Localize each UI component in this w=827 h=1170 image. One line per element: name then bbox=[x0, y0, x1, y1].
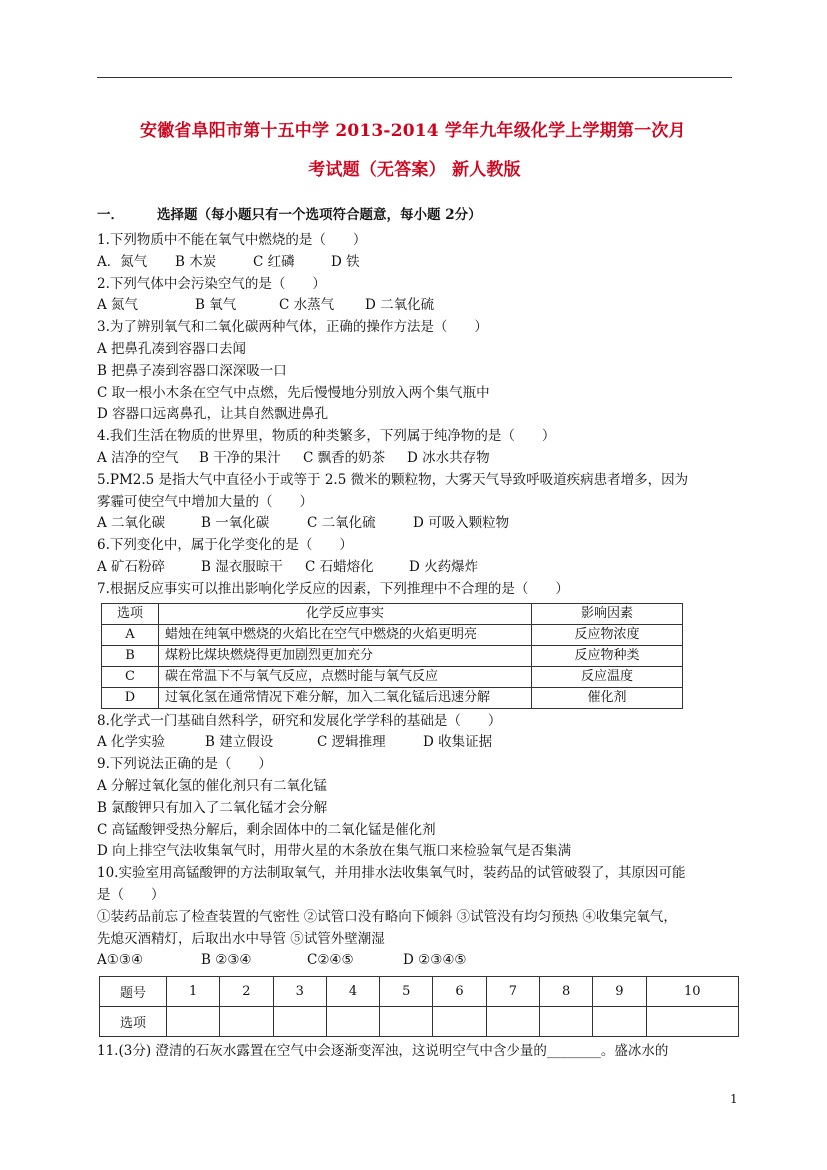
question-number: 6 bbox=[433, 977, 486, 1007]
answer-cell[interactable] bbox=[273, 1007, 326, 1037]
q4-options bbox=[97, 448, 737, 470]
row-fact: 碳在常温下不与氧气反应，点燃时能与氧气反应 bbox=[159, 666, 532, 687]
question-number: 2 bbox=[220, 977, 273, 1007]
row-option: D bbox=[102, 687, 159, 708]
row-factor: 反应温度 bbox=[532, 666, 683, 687]
section-number: 一． bbox=[97, 207, 124, 223]
q10-stem-line-1: 10.实验室用高锰酸钾的方法制取氧气，并用排水法收集氧气时，装药品的试管破裂了，其原因可能 bbox=[97, 865, 686, 882]
q1-option-c: C 红磷 bbox=[253, 253, 295, 270]
q9-option-a: A 分解过氧化氢的催化剂只有二氧化锰 bbox=[97, 777, 328, 794]
table-header-option: 选项 bbox=[102, 603, 159, 624]
q7-fact-table bbox=[101, 603, 683, 709]
row-fact: 蜡烛在纯氧中燃烧的火焰比在空气中燃烧的火焰更明亮 bbox=[159, 624, 532, 645]
q10-option-d: D ②③④⑤ bbox=[403, 952, 467, 969]
q3-option-c: C 取一根小木条在空气中点燃，先后慢慢地分别放入两个集气瓶中 bbox=[97, 384, 490, 401]
q10-option-a: A①③④ bbox=[97, 952, 144, 969]
q9-option-d: D 向上排空气法收集氧气时，用带火星的木条放在集气瓶口来检验氧气是否集满 bbox=[97, 843, 572, 860]
table-header-fact: 化学反应事实 bbox=[159, 603, 532, 624]
q1-options bbox=[97, 252, 737, 274]
q7-stem: 7.根据反应事实可以推出影响化学反应的因素，下列推理中不合理的是（ ） bbox=[97, 580, 569, 597]
q8-stem: 8.化学式一门基础自然科学，研究和发展化学学科的基础是（ ） bbox=[97, 712, 502, 729]
question-number: 5 bbox=[380, 977, 433, 1007]
question-number: 4 bbox=[326, 977, 379, 1007]
q11-stem: 11.(3分) 澄清的石灰水露置在空气中会逐渐变浑浊，这说明空气中含少量的________。盛冰水的 bbox=[97, 1043, 669, 1060]
row-fact: 过氧化氢在通常情况下难分解，加入二氧化锰后迅速分解 bbox=[159, 687, 532, 708]
q5-option-c: C 二氧化硫 bbox=[307, 515, 376, 532]
q3-option-a: A 把鼻孔凑到容器口去闻 bbox=[97, 340, 247, 357]
q6-option-a: A 矿石粉碎 bbox=[97, 558, 166, 575]
q6-options bbox=[97, 557, 737, 579]
q6-option-b: B 湿衣服晾干 bbox=[201, 558, 283, 575]
q1-option-a: A．氮气 bbox=[97, 253, 148, 270]
q5-stem-line-1: 5.PM2.5 是指大气中直径小于或等于 2.5 微米的颗粒物，大雾天气导致呼吸道疾病患者增多，因为 bbox=[97, 471, 689, 488]
q2-option-a: A 氮气 bbox=[97, 297, 139, 314]
table-row bbox=[102, 624, 683, 645]
answer-cell[interactable] bbox=[539, 1007, 592, 1037]
page-number: 1 bbox=[730, 1092, 738, 1106]
answer-row-label: 选项 bbox=[100, 1007, 167, 1037]
section-heading bbox=[97, 203, 482, 223]
q9-option-c: C 高锰酸钾受热分解后，剩余固体中的二氧化锰是催化剂 bbox=[97, 821, 436, 838]
row-fact: 煤粉比煤块燃烧得更加剧烈更加充分 bbox=[159, 645, 532, 666]
answer-cell[interactable] bbox=[167, 1007, 220, 1037]
q8-option-d: D 收集证据 bbox=[423, 734, 493, 751]
q8-option-b: B 建立假设 bbox=[205, 734, 274, 751]
exam-title-line-2: 考试题（无答案） 新人教版 bbox=[308, 160, 521, 180]
header-rule bbox=[97, 77, 732, 78]
q3-option-b: B 把鼻子凑到容器口深深吸一口 bbox=[97, 362, 287, 379]
table-row bbox=[102, 687, 683, 708]
q5-option-d: D 可吸入颗粒物 bbox=[413, 515, 510, 532]
section-text: 选择题（每小题只有一个选项符合题意，每小题 2分） bbox=[157, 207, 482, 223]
table-row bbox=[102, 666, 683, 687]
q4-option-a: A 洁净的空气 bbox=[97, 449, 179, 466]
q5-stem-line-2: 雾霾可使空气中增加大量的（ ） bbox=[97, 493, 313, 510]
q5-option-a: A 二氧化碳 bbox=[97, 515, 166, 532]
q3-stem: 3.为了辨别氧气和二氧化碳两种气体，正确的操作方法是（ ） bbox=[97, 319, 488, 336]
q5-option-b: B 一氧化碳 bbox=[201, 515, 270, 532]
table-row bbox=[102, 645, 683, 666]
q9-stem: 9.下列说法正确的是（ ） bbox=[97, 756, 272, 773]
q2-option-d: D 二氧化硫 bbox=[365, 297, 435, 314]
row-option: B bbox=[102, 645, 159, 666]
q5-options bbox=[97, 513, 737, 535]
q8-option-a: A 化学实验 bbox=[97, 734, 166, 751]
answer-cell[interactable] bbox=[433, 1007, 486, 1037]
q2-option-c: C 水蒸气 bbox=[279, 297, 335, 314]
answer-cell[interactable] bbox=[220, 1007, 273, 1037]
question-number: 8 bbox=[539, 977, 592, 1007]
q2-options bbox=[97, 295, 737, 317]
q2-stem: 2.下列气体中会污染空气的是（ ） bbox=[97, 275, 326, 292]
row-factor: 反应物种类 bbox=[532, 645, 683, 666]
q10-stem-line-2: 是（ ） bbox=[97, 886, 165, 903]
q10-reasons-line-2: 先熄灭酒精灯，后取出水中导管 ⑤试管外壁潮湿 bbox=[97, 930, 385, 947]
q4-stem: 4.我们生活在物质的世界里，物质的种类繁多，下列属于纯净物的是（ ） bbox=[97, 428, 556, 445]
q10-options bbox=[97, 950, 737, 972]
q1-stem: 1.下列物质中不能在氧气中燃烧的是（ ） bbox=[97, 232, 367, 248]
q4-option-b: B 干净的果汁 bbox=[199, 449, 281, 466]
answer-cell[interactable] bbox=[486, 1007, 539, 1037]
q2-option-b: B 氧气 bbox=[195, 297, 237, 314]
question-number: 7 bbox=[486, 977, 539, 1007]
q6-option-c: C 石蜡熔化 bbox=[305, 558, 374, 575]
answer-row-label: 题号 bbox=[100, 977, 167, 1007]
q3-option-d: D 容器口远离鼻孔，让其自然飘进鼻孔 bbox=[97, 406, 329, 423]
q8-option-c: C 逻辑推理 bbox=[317, 734, 386, 751]
question-number: 3 bbox=[273, 977, 326, 1007]
q10-reasons-line-1: ①装药品前忘了检查装置的气密性 ②试管口没有略向下倾斜 ③试管没有均匀预热 ④收集完氧气， bbox=[97, 908, 677, 925]
answer-cell[interactable] bbox=[646, 1007, 738, 1037]
row-factor: 反应物浓度 bbox=[532, 624, 683, 645]
answer-cell[interactable] bbox=[326, 1007, 379, 1037]
row-factor: 催化剂 bbox=[532, 687, 683, 708]
q9-option-b: B 氯酸钾只有加入了二氧化锰才会分解 bbox=[97, 799, 328, 816]
q6-option-d: D 火药爆炸 bbox=[409, 558, 479, 575]
q4-option-c: C 飘香的奶茶 bbox=[303, 449, 386, 466]
q10-option-c: C②④⑤ bbox=[307, 952, 354, 969]
table-header-row bbox=[102, 603, 683, 624]
exam-title-line-1: 安徽省阜阳市第十五中学 2013-2014 学年九年级化学上学期第一次月 bbox=[140, 121, 686, 141]
q1-option-d: D 铁 bbox=[331, 253, 360, 270]
row-option: A bbox=[102, 624, 159, 645]
q4-option-d: D 冰水共存物 bbox=[407, 449, 490, 466]
q8-options bbox=[97, 732, 737, 754]
answer-choice-row bbox=[100, 1007, 739, 1037]
answer-grid bbox=[99, 976, 739, 1037]
answer-number-row bbox=[100, 977, 739, 1007]
answer-cell[interactable] bbox=[593, 1007, 646, 1037]
question-number: 10 bbox=[646, 977, 738, 1007]
question-number: 1 bbox=[167, 977, 220, 1007]
table-header-factor: 影响因素 bbox=[532, 603, 683, 624]
row-option: C bbox=[102, 666, 159, 687]
question-body bbox=[97, 230, 737, 1063]
question-number: 9 bbox=[593, 977, 646, 1007]
q1-option-b: B 木炭 bbox=[175, 253, 217, 270]
answer-cell[interactable] bbox=[380, 1007, 433, 1037]
q10-option-b: B ②③④ bbox=[201, 952, 252, 969]
q6-stem: 6.下列变化中，属于化学变化的是（ ） bbox=[97, 537, 353, 554]
